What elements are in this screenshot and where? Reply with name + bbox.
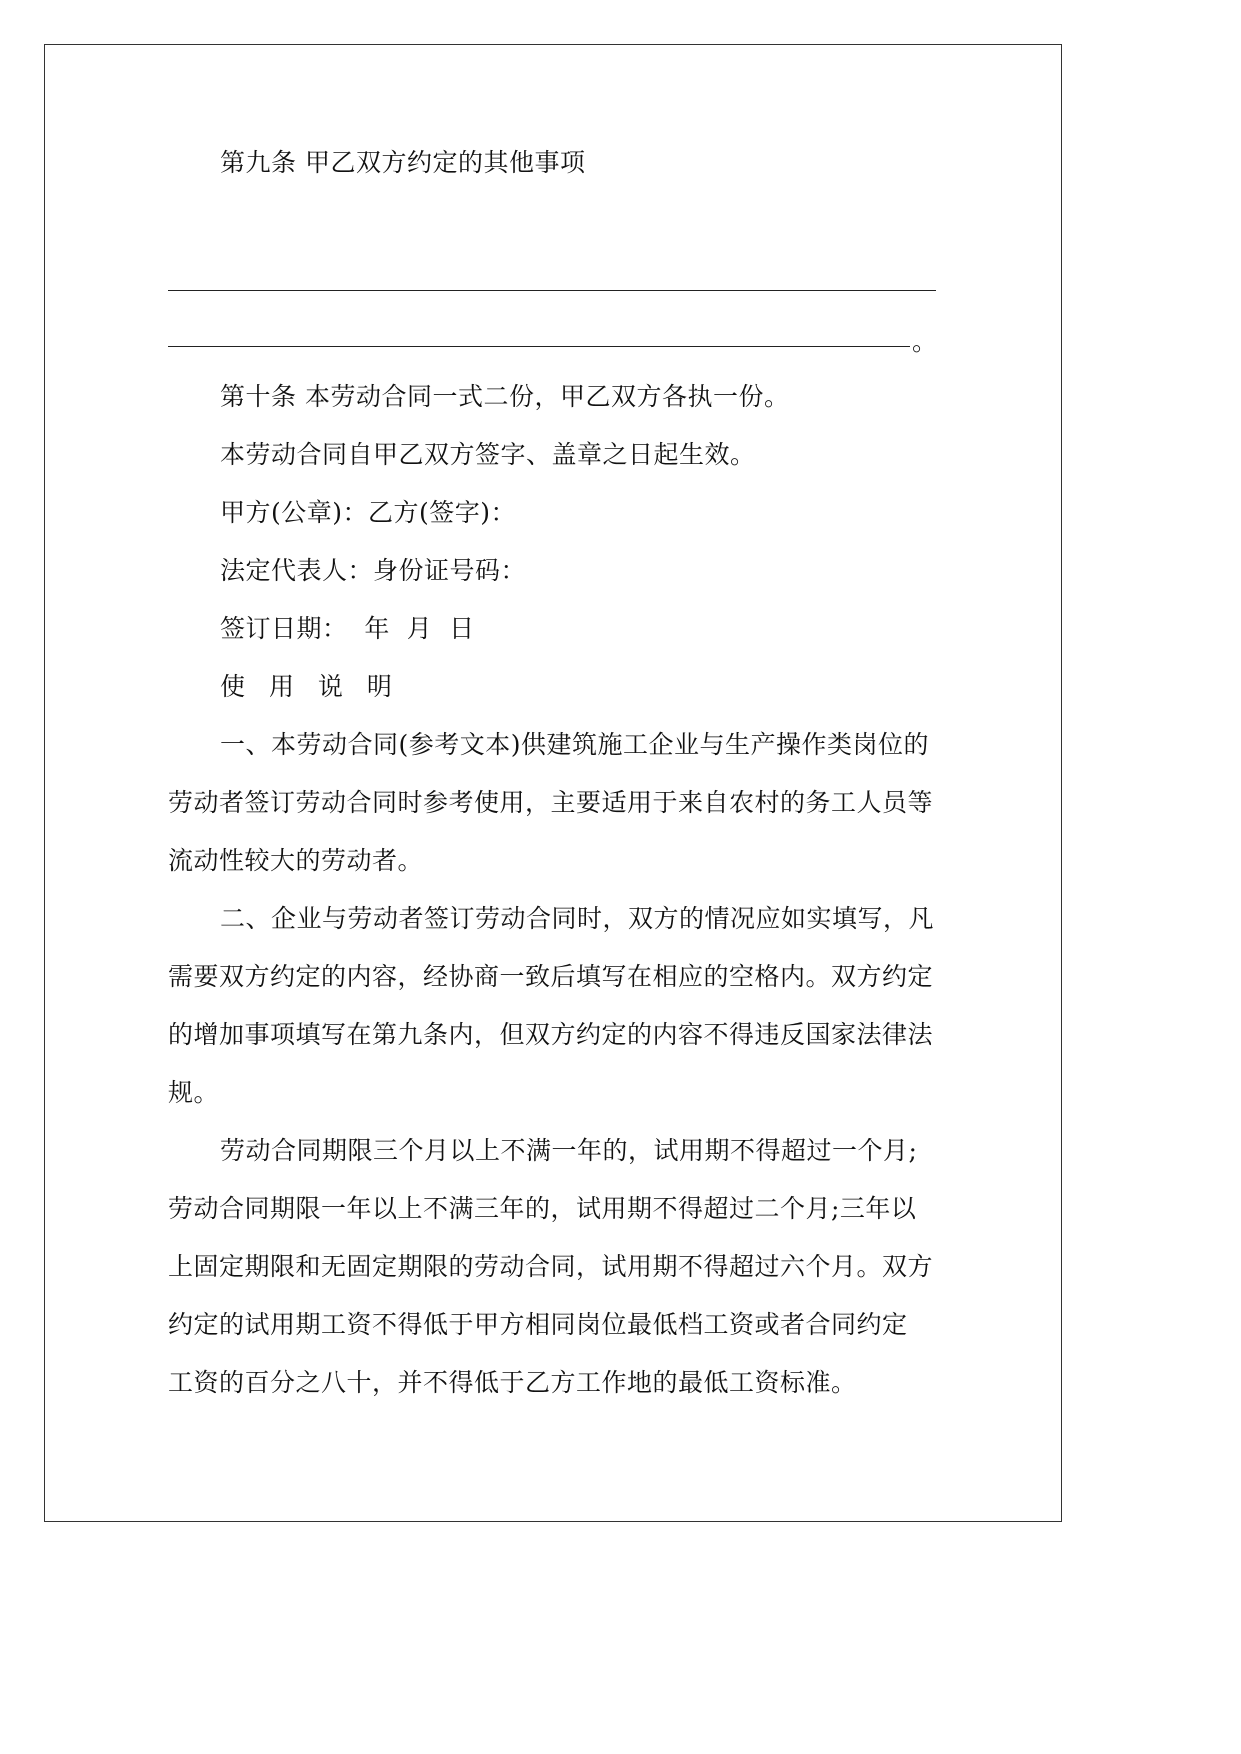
instruction-2-line-3: 的增加事项填写在第九条内，但双方约定的内容不得违反国家法律法 xyxy=(168,1020,934,1049)
instructions-heading: 使 用 说 明 xyxy=(220,672,400,701)
signature-parties: 甲方(公章)：乙方(签字)： xyxy=(220,498,517,527)
instruction-3-line-1: 劳动合同期限三个月以上不满一年的，试用期不得超过一个月; xyxy=(220,1136,918,1165)
instruction-1-line-2: 劳动者签订劳动合同时参考使用，主要适用于来自农村的务工人员等 xyxy=(168,788,934,817)
instruction-3-line-5: 工资的百分之八十，并不得低于乙方工作地的最低工资标准。 xyxy=(168,1368,857,1397)
instruction-1-line-1: 一、本劳动合同(参考文本)供建筑施工企业与生产操作类岗位的 xyxy=(220,730,930,759)
instruction-3-line-4: 约定的试用期工资不得低于甲方相同岗位最低档工资或者合同约定 xyxy=(168,1310,908,1339)
article-9-title: 第九条 甲乙双方约定的其他事项 xyxy=(220,148,586,177)
instruction-2-line-4: 规。 xyxy=(168,1078,220,1107)
instruction-1-line-3: 流动性较大的劳动者。 xyxy=(168,846,424,875)
article-10-line-2: 本劳动合同自甲乙双方签字、盖章之日起生效。 xyxy=(220,440,756,469)
article-10-line-1: 第十条 本劳动合同一式二份，甲乙双方各执一份。 xyxy=(220,382,790,411)
signature-representative: 法定代表人：身份证号码： xyxy=(220,556,527,585)
instruction-3-line-3: 上固定期限和无固定期限的劳动合同，试用期不得超过六个月。双方 xyxy=(168,1252,934,1281)
blank-line-1 xyxy=(168,290,936,291)
article-9-end-mark: 。 xyxy=(912,327,938,356)
signature-date: 签订日期： 年 月 日 xyxy=(220,614,475,643)
instruction-3-line-2: 劳动合同期限一年以上不满三年的，试用期不得超过二个月;三年以 xyxy=(168,1194,917,1223)
instruction-2-line-2: 需要双方约定的内容，经协商一致后填写在相应的空格内。双方约定 xyxy=(168,962,934,991)
instruction-2-line-1: 二、企业与劳动者签订劳动合同时，双方的情况应如实填写，凡 xyxy=(220,904,935,933)
page-border xyxy=(44,44,1062,1522)
blank-line-2 xyxy=(168,346,910,347)
